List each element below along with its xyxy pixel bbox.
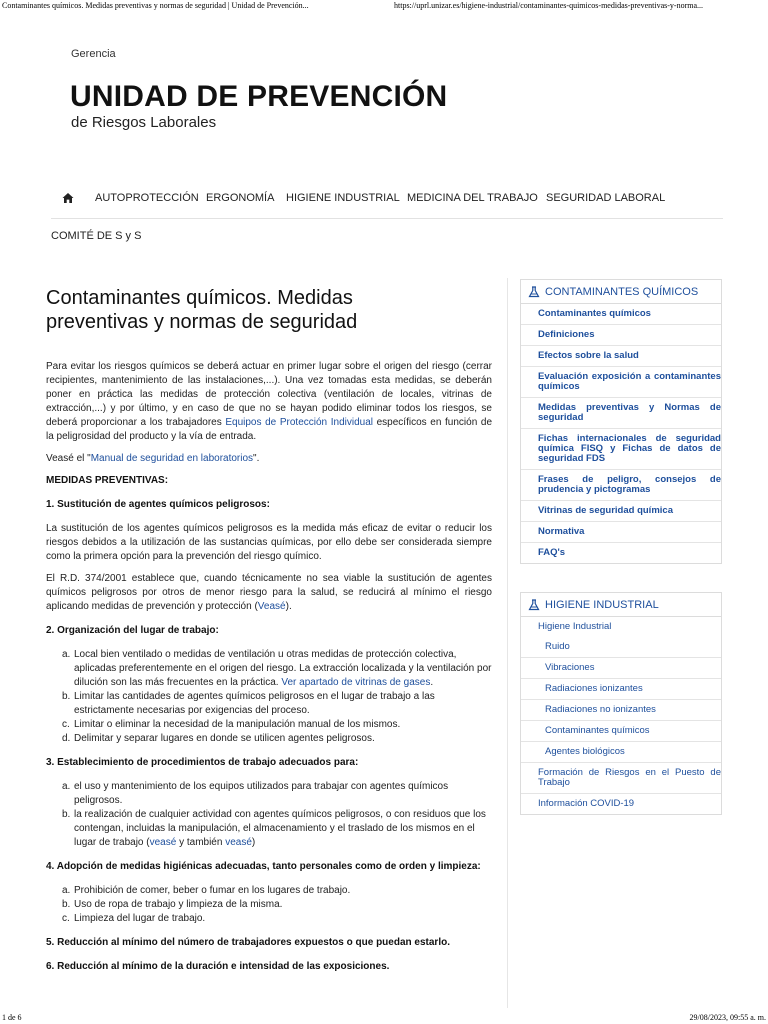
sidebar-item-label: Contaminantes químicos bbox=[538, 308, 651, 319]
sidebar-item-faqs[interactable] bbox=[521, 543, 721, 563]
section-1-heading: 1. Sustitución de agentes químicos peligrosos: bbox=[46, 499, 270, 510]
sidebar-item-covid[interactable] bbox=[521, 794, 721, 814]
nav-divider bbox=[51, 218, 723, 219]
print-page-number: 1 de 6 bbox=[2, 1013, 22, 1022]
list-item-text: Local bien ventilado o medidas de ventilación u otras medidas de protección colectiva, aplicadas preferentemente en el origen del riesgo. La extracción localizada y la ventilación por dilución son las más frecuentes en la práctica. bbox=[74, 649, 492, 688]
sidebar-subitem-radiaciones-ionizantes[interactable] bbox=[521, 679, 721, 700]
list-item-text: Uso de ropa de trabajo y limpieza de la misma. bbox=[74, 899, 283, 910]
sidebar-item-label: Frases de peligro, consejos de prudencia y pictogramas bbox=[538, 474, 721, 495]
sidebar-item-label: Medidas preventivas y Normas de seguridad bbox=[538, 402, 721, 423]
intro-text: Para evitar los riesgos químicos se deberá actuar en primer lugar sobre el origen del riesgo (cerrar recipientes, mantenimiento de las instalaciones,...). Una vez tomadas esta medidas, se deberán poner en práctica las medidas de protección colectiva (ventilación de locales, vitrinas de extracción,...) y por último, y en caso de que no se hayan podido eliminar todos los riesgos, se deberá proporcionar a los trabajadores bbox=[46, 361, 492, 428]
sidebar-contaminantes-box bbox=[520, 279, 722, 564]
article bbox=[46, 286, 492, 984]
list-marker: a. bbox=[62, 885, 71, 896]
sidebar-item-label: Radiaciones ionizantes bbox=[545, 683, 643, 694]
sidebar-item-fichas[interactable] bbox=[521, 429, 721, 470]
nav-item-medicina-del-trabajo[interactable]: MEDICINA DEL TRABAJO bbox=[407, 192, 538, 204]
sidebar-item-label: Normativa bbox=[538, 526, 585, 537]
list-marker: b. bbox=[62, 809, 71, 820]
list-marker: a. bbox=[62, 781, 71, 792]
sidebar-subitem-radiaciones-no-ionizantes[interactable] bbox=[521, 700, 721, 721]
medidas-heading: MEDIDAS PREVENTIVAS: bbox=[46, 475, 169, 486]
list-marker: d. bbox=[62, 733, 71, 744]
sidebar-item-label: Contaminantes químicos bbox=[545, 725, 650, 736]
list-item-text: la realización de cualquier actividad con agentes químicos peligrosos, o con residuos que los contengan, incluidas la manipulación, el almacenamiento y el traslado de los mismos en el lugar de trabajo ( bbox=[74, 809, 486, 848]
nav-item-seguridad-laboral[interactable]: SEGURIDAD LABORAL bbox=[546, 192, 666, 204]
sidebar-higiene-title: HIGIENE INDUSTRIAL bbox=[545, 599, 659, 611]
list-item-end: . bbox=[430, 677, 434, 688]
list-item-text: Limitar las cantidades de agentes químicos peligrosos en el lugar de trabajo a las estrictamente necesarias por exigencias del proceso. bbox=[74, 691, 435, 716]
list-item-text: Limpieza del lugar de trabajo. bbox=[74, 913, 206, 924]
list-item-text: Limitar o eliminar la necesidad de la manipulación manual de los mismos. bbox=[74, 719, 401, 730]
list-item bbox=[62, 884, 492, 898]
section-3-heading: 3. Establecimiento de procedimientos de trabajo adecuados para: bbox=[46, 757, 359, 768]
section-2-heading: 2. Organización del lugar de trabajo: bbox=[46, 625, 219, 636]
sidebar-item-higiene[interactable] bbox=[521, 617, 721, 637]
list-marker: a. bbox=[62, 649, 71, 660]
sidebar-item-vitrinas[interactable] bbox=[521, 501, 721, 522]
flask-icon bbox=[528, 599, 540, 611]
sidebar-item-efectos[interactable] bbox=[521, 346, 721, 367]
print-page-title: Contaminantes químicos. Medidas preventivas y normas de seguridad | Unidad de Prevención... bbox=[2, 1, 309, 10]
rd-text-end: ). bbox=[285, 601, 292, 612]
section-4-list bbox=[46, 884, 492, 926]
main-nav bbox=[51, 178, 723, 256]
home-icon[interactable] bbox=[62, 192, 74, 204]
list-item bbox=[62, 690, 492, 718]
intro-paragraph bbox=[46, 360, 492, 444]
page-title: Contaminantes químicos. Medidas preventivas y normas de seguridad bbox=[46, 287, 358, 333]
sidebar-subitem-vibraciones[interactable] bbox=[521, 658, 721, 679]
rd-paragraph bbox=[46, 572, 492, 614]
sidebar-item-evaluacion[interactable] bbox=[521, 367, 721, 398]
sidebar-item-label: Agentes biológicos bbox=[545, 746, 625, 757]
sidebar-higiene-header bbox=[521, 593, 721, 617]
section-3-list bbox=[46, 780, 492, 850]
site-subtitle: de Riesgos Laborales bbox=[71, 114, 217, 131]
list-item-text-mid: y también bbox=[176, 837, 226, 848]
sidebar-item-contaminantes[interactable] bbox=[521, 304, 721, 325]
nav-item-comite[interactable]: COMITÉ DE S y S bbox=[51, 230, 142, 242]
rd-vease-link[interactable]: Veasé bbox=[257, 601, 286, 612]
list-item bbox=[62, 648, 492, 690]
sidebar-subitem-agentes-biologicos[interactable] bbox=[521, 742, 721, 763]
manual-text-end: ". bbox=[253, 453, 260, 464]
sidebar-item-label: Vibraciones bbox=[545, 662, 595, 673]
epi-link[interactable]: Equipos de Protección Individual bbox=[225, 417, 373, 428]
list-item bbox=[62, 780, 492, 808]
sidebar-item-label: Vitrinas de seguridad química bbox=[538, 505, 673, 516]
sidebar-item-formacion[interactable] bbox=[521, 763, 721, 794]
sidebar-item-label: Ruido bbox=[545, 641, 570, 652]
vease-link-2[interactable]: veasé bbox=[225, 837, 252, 848]
sidebar-subitem-ruido[interactable] bbox=[521, 637, 721, 658]
section-5-heading: 5. Reducción al mínimo del número de trabajadores expuestos o que puedan estarlo. bbox=[46, 937, 450, 948]
sidebar-higiene-box bbox=[520, 592, 722, 815]
sidebar-item-label: Higiene Industrial bbox=[538, 621, 612, 632]
sidebar-item-medidas[interactable] bbox=[521, 398, 721, 429]
list-item-text: Prohibición de comer, beber o fumar en los lugares de trabajo. bbox=[74, 885, 351, 896]
print-datetime: 29/08/2023, 09:55 a. m. bbox=[689, 1013, 766, 1022]
sidebar-item-label: Evaluación exposición a contaminantes químicos bbox=[538, 371, 721, 392]
gerencia-link[interactable]: Gerencia bbox=[71, 48, 116, 60]
list-item-text: Delimitar y separar lugares en donde se utilicen agentes peligrosos. bbox=[74, 733, 375, 744]
list-marker: c. bbox=[62, 913, 70, 924]
sidebar-item-frases[interactable] bbox=[521, 470, 721, 501]
nav-item-higiene-industrial[interactable]: HIGIENE INDUSTRIAL bbox=[286, 192, 400, 204]
print-footer bbox=[0, 1013, 768, 1024]
sidebar-item-normativa[interactable] bbox=[521, 522, 721, 543]
site-title[interactable]: UNIDAD DE PREVENCIÓN bbox=[70, 80, 448, 113]
print-header bbox=[0, 0, 768, 12]
manual-link[interactable]: Manual de seguridad en laboratorios bbox=[90, 453, 254, 464]
column-divider bbox=[507, 278, 508, 1008]
vease-link-1[interactable]: veasé bbox=[149, 837, 177, 848]
list-item-text: el uso y mantenimiento de los equipos utilizados para trabajar con agentes químicos peligrosos. bbox=[74, 781, 449, 806]
sidebar-item-label: Radiaciones no ionizantes bbox=[545, 704, 656, 715]
sidebar-item-label: Fichas internacionales de seguridad química FISQ y Fichas de datos de seguridad FDS bbox=[538, 433, 721, 464]
sidebar-item-label: Definiciones bbox=[538, 329, 595, 340]
list-item bbox=[62, 732, 492, 746]
manual-text: Veasé el " bbox=[46, 453, 91, 464]
rd-text: El R.D. 374/2001 establece que, cuando técnicamente no sea viable la sustitución de agentes químicos peligrosos por otros de menor riesgo para la salud, se reducirá al mínimo el riesgo aplicando medidas de prevención y protección ( bbox=[46, 573, 492, 612]
vitrinas-link[interactable]: Ver apartado de vitrinas de gases bbox=[281, 677, 431, 688]
sidebar-item-definiciones[interactable] bbox=[521, 325, 721, 346]
section-6-heading: 6. Reducción al mínimo de la duración e intensidad de las exposiciones. bbox=[46, 961, 390, 972]
intro-text-end: específicos en función de la peligrosidad del producto y la vía de entrada. bbox=[46, 417, 492, 442]
manual-paragraph bbox=[46, 452, 492, 466]
print-page-url: https://uprl.unizar.es/higiene-industrial/contaminantes-quimicos-medidas-preventivas-y-norma... bbox=[394, 1, 704, 10]
list-item bbox=[62, 912, 492, 926]
sidebar-subitem-contaminantes[interactable] bbox=[521, 721, 721, 742]
list-item-end: ) bbox=[251, 837, 256, 848]
sidebar-item-label: Efectos sobre la salud bbox=[538, 350, 639, 361]
sidebar-contaminantes-title: CONTAMINANTES QUÍMICOS bbox=[545, 286, 699, 298]
sidebar-contaminantes-header bbox=[521, 280, 721, 304]
list-marker: b. bbox=[62, 899, 71, 910]
sidebar-item-label: Información COVID-19 bbox=[538, 798, 635, 809]
sidebar-item-label: FAQ's bbox=[538, 547, 566, 558]
section-1-paragraph: La sustitución de los agentes químicos peligrosos es la medida más eficaz de evitar o reducir los riesgos debidos a la utilización de las sustancias químicas, por ello debe ser considerada siempre como la primera opción para la prevención del riesgo químico. bbox=[46, 523, 492, 562]
nav-item-ergonomia[interactable]: ERGONOMÍA bbox=[206, 192, 275, 204]
section-2-list bbox=[46, 648, 492, 746]
list-item bbox=[62, 808, 492, 850]
nav-item-autoproteccion[interactable]: AUTOPROTECCIÓN bbox=[95, 192, 199, 204]
sidebar-item-label: Formación de Riesgos en el Puesto de Trabajo bbox=[538, 767, 721, 788]
list-item bbox=[62, 898, 492, 912]
section-4-heading: 4. Adopción de medidas higiénicas adecuadas, tanto personales como de orden y limpieza: bbox=[46, 861, 481, 872]
list-item bbox=[62, 718, 492, 732]
list-marker: b. bbox=[62, 691, 71, 702]
flask-icon bbox=[528, 286, 540, 298]
list-marker: c. bbox=[62, 719, 70, 730]
